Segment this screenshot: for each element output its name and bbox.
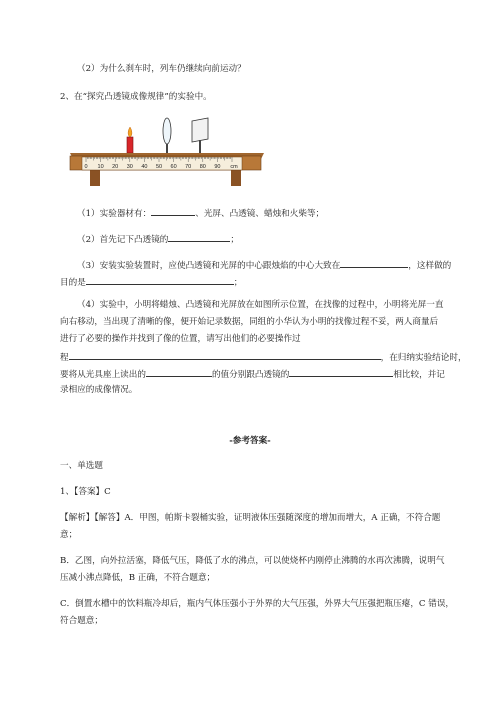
ruler-label: 30: [126, 164, 133, 170]
analysis-line5: C．倒置水槽中的饮料瓶冷却后，瓶内气体压强小于外界的大气压强，外界大气压强把瓶压瘪，C 错误，: [60, 599, 455, 609]
ruler-label: 40: [141, 164, 148, 170]
optical-bench-figure: [68, 115, 268, 190]
ruler-label: 0: [84, 164, 88, 170]
answer-blank[interactable]: [151, 206, 195, 216]
answer-blank[interactable]: [146, 367, 212, 377]
q2-part3-line2: 目的是 ；: [60, 275, 242, 289]
ruler: [82, 157, 242, 170]
q2-part4-line4: 程 ，在归纳实验结论时，: [60, 350, 467, 364]
q2-part4-line5: 要将从光具座上读出的 的值分别跟凸透镜的 相比较，并记: [60, 367, 445, 381]
analysis-line6: 符合题意；: [60, 616, 103, 626]
answer-blank[interactable]: [86, 275, 234, 285]
answer-blank[interactable]: [168, 232, 230, 242]
ruler-label: 50: [155, 164, 163, 170]
ruler-label: 60: [170, 164, 177, 170]
section-heading: 一、单选题: [60, 461, 103, 471]
question-2-title: 2、在“探究凸透镜成像规律”的实验中。: [60, 92, 212, 102]
answers-title: -参考答案-: [229, 436, 271, 446]
ruler-label: 70: [185, 164, 192, 170]
q2-part4-line3: 进行了必要的操作并找到了像的位置，请写出他们的必要操作过: [60, 334, 301, 344]
answer-blank[interactable]: [69, 350, 381, 360]
answer-blank[interactable]: [340, 258, 408, 268]
answer-blank[interactable]: [289, 367, 393, 377]
ruler-label: 90: [214, 164, 221, 170]
ruler-label: 20: [112, 164, 119, 170]
ruler-label: 10: [97, 164, 104, 170]
ruler-label: cm: [230, 164, 238, 170]
q2-part4-line6: 录相应的成像情况。: [60, 385, 138, 395]
question-part-text: （2）为什么刹车时，列车仍继续向前运动？: [77, 64, 246, 74]
q2-part3-line1: （3）安装实验装置时，应使凸透镜和光屏的中心跟烛焰的中心大致在 ，这样做的: [77, 258, 451, 272]
candle-icon: [124, 127, 136, 156]
analysis-line3: B．乙图，向外拉活塞，降低气压，降低了水的沸点，可以使烧杯内刚停止沸腾的水再次沸腾，说明气: [60, 556, 445, 566]
q2-part4-line2: 向右移动，当出现了清晰的像，便开始记录数据，同组的小华认为小明的找像过程不妥，两人商量后: [60, 317, 439, 327]
analysis-line1: 【解析】【解答】A．甲图，帕斯卡裂桶实验，证明液体压强随深度的增加而增大，A 正确，不符合题: [60, 513, 441, 523]
ruler-label: 80: [199, 164, 206, 170]
q2-part2: （2）首先记下凸透镜的 ；: [77, 232, 239, 246]
analysis-line2: 意；: [60, 530, 78, 540]
q2-part1: （1）实验器材有： 、光屏、凸透镜、蜡烛和火柴等；: [77, 206, 324, 220]
convex-lens-icon: [162, 118, 172, 156]
analysis-line4: 压减小沸点降低，B 正确，不符合题意；: [60, 573, 216, 583]
answer-1: 1、【答案】C: [60, 487, 111, 497]
q2-part4-line1: （4）实验中，小明将蜡烛、凸透镜和光屏放在如图所示位置，在找像的过程中，小明将光屏一直: [77, 300, 444, 310]
light-screen-icon: [192, 118, 208, 156]
